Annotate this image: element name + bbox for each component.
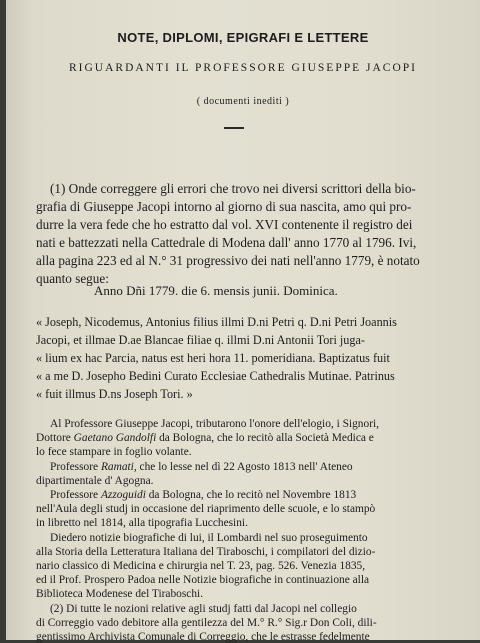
documents-note: ( documenti inediti ) — [196, 96, 290, 107]
text-line: in libretto nel 1814, alla tipografia Lucchesini. — [36, 517, 248, 530]
text-line: grafia di Giuseppe Jacopi intorno al giorno di sua nascita, amo qui pro- — [36, 199, 412, 214]
text-line: Professore Ramati, che lo lesse nel dì 22 Agosto 1813 nell' Ateneo — [50, 460, 353, 473]
author-name: Ramati, — [100, 460, 137, 473]
quote-line: « fuit illmus D.ns Joseph Tori. » — [36, 387, 193, 401]
text-line: di Correggio vado debitore alla gentilezza del M.° R.° Sig.r Don Coli, dili- — [36, 616, 377, 629]
page-subtitle: RIGUARDANTI IL PROFESSORE GIUSEPPE JACOPI — [68, 62, 418, 74]
register-entry-date: Anno Dñi 1779. die 6. mensis junii. Dominica. — [94, 283, 338, 298]
text-line: lo fece stampare in foglio volante. — [36, 446, 192, 459]
text-line: durre la vera fede che ho estratto dal vol. XVI contenente il registro dei — [36, 217, 413, 232]
text-line: alla Storia della Letteratura Italiana del Tiraboschi, i compilatori del dizio- — [36, 545, 376, 558]
quote-line: « Joseph, Nicodemus, Antonius filius illmi D.ni Petri q. D.ni Petri Joannis — [36, 315, 397, 329]
text-line: ed il Prof. Prospero Padoa nelle Notizie biografiche in continuazione alla — [36, 574, 370, 587]
text-line: nario classico di Medicina e chirurgia nel T. 23, pag. 526. Venezia 1835, — [36, 560, 366, 572]
author-name: Gaetano Gandolfi — [73, 432, 157, 445]
text-line: Diedero notizie biografiche di lui, il Lombardi nel suo proseguimento — [50, 531, 368, 544]
text-line: Biblioteca Modenese del Tiraboschi. — [36, 588, 204, 601]
text-line: nell'Aula degli studj in occasione del riaprimento delle scuole, e lo stampò — [36, 503, 376, 516]
text-line: Professore Azzoguidi da Bologna, che lo recitò nel Novembre 1813 — [50, 489, 357, 501]
author-name: Azzoguidi — [100, 489, 146, 501]
text-line: (1) Onde correggere gli errori che trovo nei diversi scrittori della bio- — [50, 181, 416, 196]
text-line: nati e battezzati nella Cattedrale di Modena dall' anno 1770 al 1796. Ivi, — [36, 235, 417, 250]
divider-rule — [224, 127, 244, 129]
quote-line: « a me D. Josepho Bedini Curato Ecclesiae Cathedralis Mutinae. Patrinus — [36, 369, 395, 383]
text-line: Al Professore Giuseppe Jacopi, tributarono l'onore dell'elogio, i Signori, — [50, 418, 379, 430]
text-line: Dottore Gaetano Gandolfi da Bologna, che lo recitò alla Società Medica e — [36, 432, 374, 445]
text-line: quanto segue: — [36, 271, 109, 286]
text-line: gentissimo Archivista Comunale di Correggio, che le estrasse fedelmente — [36, 631, 370, 643]
text-line: dipartimentale d' Agogna. — [36, 474, 154, 487]
text-line: alla pagina 223 ed al N.° 31 progressivo dei nati nell'anno 1779, è notato — [36, 253, 420, 268]
text-line: (2) Di tutte le nozioni relative agli studj fatti dal Jacopi nel collegio — [50, 602, 357, 615]
page-title: NOTE, DIPLOMI, EPIGRAFI E LETTERE — [117, 30, 369, 45]
quote-line: Jacopi, et illmae D.ae Blancae filiae q. illmi D.ni Antonii Tori juga- — [36, 333, 365, 347]
quote-line: « lium ex hac Parcia, natus est heri hora 11. pomeridiana. Baptizatus fuit — [36, 351, 390, 365]
book-page — [6, 0, 480, 643]
